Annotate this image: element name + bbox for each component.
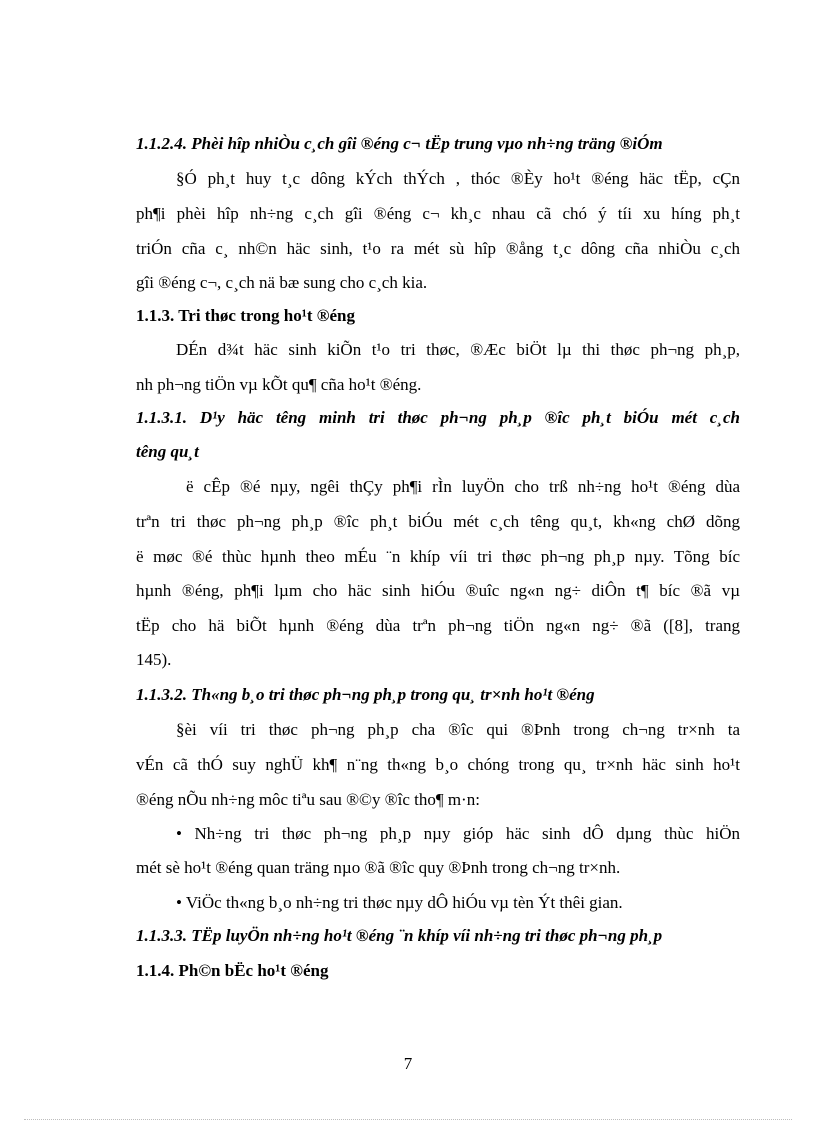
paragraph-line: vÉn cã thÓ suy nghÜ kh¶ n¨ng th«ng b¸o chóng trong qu¸ tr×nh häc sinh ho¹t [136,755,740,774]
section-heading-1-1-3-3: 1.1.3.3. TËp luyÖn nh÷ng ho¹t ®éng ¨n khíp víi nh÷ng tri thøc ph¬ng ph¸p [136,926,663,945]
paragraph-line: ë møc ®é thùc hµnh theo mÉu ¨n khíp víi tri thøc ph¬ng ph¸p nµy. Tõng bíc [136,547,740,566]
bullet-item-cont: mét sè ho¹t ®éng quan träng nµo ®ã ®îc quy ®Þnh trong ch¬ng tr×nh. [136,858,621,877]
paragraph-line: §Ó ph¸t huy t¸c dông kÝch thÝch , thóc ®Èy ho¹t ®éng häc tËp, cÇn [176,169,740,188]
paragraph-line: hµnh ®éng, ph¶i lµm cho häc sinh hiÓu ®uîc ng«n ng÷ diÔn t¶ bíc ®ã vµ [136,581,740,600]
page-number: 7 [403,1054,413,1073]
section-heading-1-1-2-4: 1.1.2.4. Phèi hîp nhiÒu c¸ch gîi ®éng c¬ tËp trung vµo nh÷ng träng ®iÓm [136,134,663,153]
bullet-item: • ViÖc th«ng b¸o nh÷ng tri thøc nµy dÔ hiÓu vµ tèn Ýt thêi gian. [176,893,623,912]
paragraph-line: gîi ®éng c¬, c¸ch nä bæ sung cho c¸ch kia. [136,273,428,292]
paragraph-line: §èi víi tri thøc ph¬ng ph¸p cha ®îc qui ®Þnh trong ch¬ng tr×nh ta [176,720,740,739]
paragraph-line: ph¶i phèi hîp nh÷ng c¸ch gîi ®éng c¬ kh¸c nhau cã chó ý tíi xu híng ph¸t [136,204,740,223]
section-heading-1-1-3-1: 1.1.3.1. D¹y häc têng minh tri thøc ph¬ng ph¸p ®îc ph¸t biÓu mét c¸ch [136,408,740,427]
paragraph-line: nh ph¬ng tiÖn vµ kÕt qu¶ cña ho¹t ®éng. [136,375,422,394]
paragraph-line: triÓn cña c¸ nh©n häc sinh, t¹o ra mét sù hîp ®ång t¸c dông cña nhiÒu c¸ch [136,239,740,258]
paragraph-line: 145). [136,650,172,669]
paragraph-line: trªn tri thøc ph¬ng ph¸p ®îc ph¸t biÓu mét c¸ch têng qu¸t, kh«ng chØ dõng [136,512,740,531]
paragraph-line: tËp cho hä biÕt hµnh ®éng dùa trªn ph¬ng tiÖn ng«n ng÷ ®ã ([8], trang [136,616,740,635]
paragraph-line: ë cÊp ®é nµy, ngêi thÇy ph¶i rÌn luyÖn cho trß nh÷ng ho¹t ®éng dùa [186,477,740,496]
page-border [24,1119,792,1120]
paragraph-line: ®éng nÕu nh÷ng môc tiªu sau ®©y ®îc tho¶ m·n: [136,790,480,809]
bullet-item: • Nh÷ng tri thøc ph¬ng ph¸p nµy gióp häc sinh dÔ dµng thùc hiÖn [176,824,740,843]
section-heading-1-1-3-1-cont: têng qu¸t [136,442,199,461]
section-heading-1-1-4: 1.1.4. Ph©n bËc ho¹t ®éng [136,961,329,980]
paragraph-line: DÉn d¾t häc sinh kiÕn t¹o tri thøc, ®Æc biÖt lµ thi thøc ph¬ng ph¸p, [176,340,740,359]
section-heading-1-1-3: 1.1.3. Tri thøc trong ho¹t ®éng [136,306,355,325]
section-heading-1-1-3-2: 1.1.3.2. Th«ng b¸o tri thøc ph¬ng ph¸p trong qu¸ tr×nh ho¹t ®éng [136,685,595,704]
